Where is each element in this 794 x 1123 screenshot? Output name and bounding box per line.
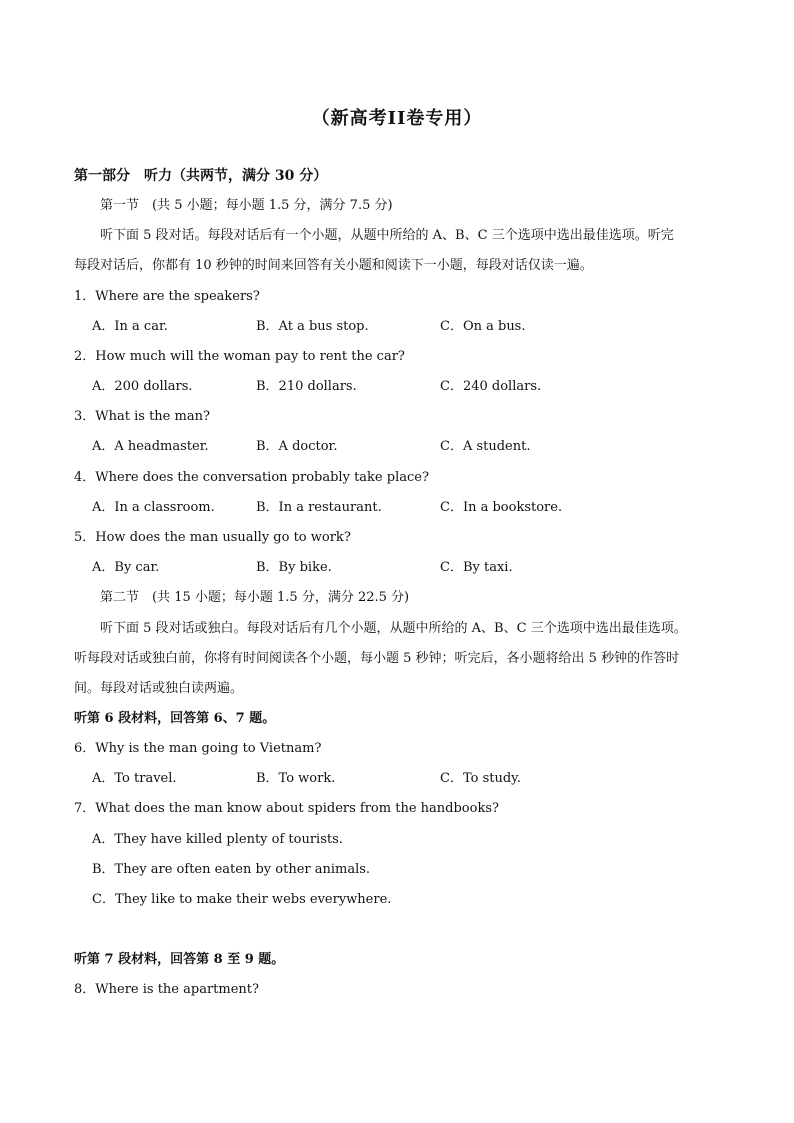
question-7: 7．What does the man know about spiders from the handbooks? (74, 801, 499, 816)
question-4-option-a: A．In a classroom. (92, 500, 215, 515)
question-1-option-b: B．At a bus stop. (256, 319, 369, 334)
section2-instructions-line3: 间。每段对话或独白读两遍。 (74, 681, 244, 696)
question-2-option-c: C．240 dollars. (440, 379, 542, 394)
question-7-option-c: C．They like to make their webs everywhere. (92, 892, 392, 907)
question-1-option-c: C．On a bus. (440, 319, 526, 334)
question-3-option-c: C．A student. (440, 439, 531, 454)
section1-heading: 第一节 (共 5 小题；每小题 1.5 分，满分 7.5 分) (100, 198, 393, 213)
question-8: 8．Where is the apartment? (74, 982, 259, 997)
question-6-option-b: B．To work. (256, 771, 336, 786)
question-5-option-c: C．By taxi. (440, 560, 513, 575)
material-7-heading: 听第 7 段材料，回答第 8 至 9 题。 (74, 952, 285, 967)
question-1: 1．Where are the speakers? (74, 289, 260, 304)
section2-instructions-line1: 听下面 5 段对话或独白。每段对话后有几个小题，从题中所给的 A、B、C 三个选项中选出最佳选项。 (100, 621, 687, 636)
question-7-option-b: B．They are often eaten by other animals. (92, 862, 371, 877)
section2-heading: 第二节 (共 15 小题；每小题 1.5 分，满分 22.5 分) (100, 590, 410, 605)
section1-instructions-line2: 每段对话后，你都有 10 秒钟的时间来回答有关小题和阅读下一小题，每段对话仅读一遍。 (74, 258, 593, 273)
question-2-option-b: B．210 dollars. (256, 379, 357, 394)
question-5-option-a: A．By car. (92, 560, 160, 575)
question-2-option-a: A．200 dollars. (92, 379, 193, 394)
question-5: 5．How does the man usually go to work? (74, 530, 351, 545)
question-7-option-a: A．They have killed plenty of tourists. (92, 832, 343, 847)
question-1-option-a: A．In a car. (92, 319, 168, 334)
question-6-option-c: C．To study. (440, 771, 521, 786)
question-6: 6．Why is the man going to Vietnam? (74, 741, 322, 756)
question-2: 2．How much will the woman pay to rent the car? (74, 349, 405, 364)
question-6-option-a: A．To travel. (92, 771, 177, 786)
question-3-option-b: B．A doctor. (256, 439, 338, 454)
question-3: 3．What is the man? (74, 409, 210, 424)
section2-instructions-line2: 听每段对话或独白前，你将有时间阅读各个小题，每小题 5 秒钟；听完后，各小题将给出 5 秒钟的作答时 (74, 651, 680, 666)
part1-heading: 第一部分 听力（共两节，满分 30 分） (74, 168, 328, 184)
question-5-option-b: B．By bike. (256, 560, 332, 575)
section1-instructions-line1: 听下面 5 段对话。每段对话后有一个小题，从题中所给的 A、B、C 三个选项中选出最佳选项。听完 (100, 228, 674, 243)
question-3-option-a: A．A headmaster. (92, 439, 209, 454)
question-4-option-c: C．In a bookstore. (440, 500, 563, 515)
material-6-heading: 听第 6 段材料，回答第 6、7 题。 (74, 711, 276, 726)
page-title: （新高考II卷专用） (311, 108, 483, 129)
question-4: 4．Where does the conversation probably take place? (74, 470, 429, 485)
question-4-option-b: B．In a restaurant. (256, 500, 382, 515)
